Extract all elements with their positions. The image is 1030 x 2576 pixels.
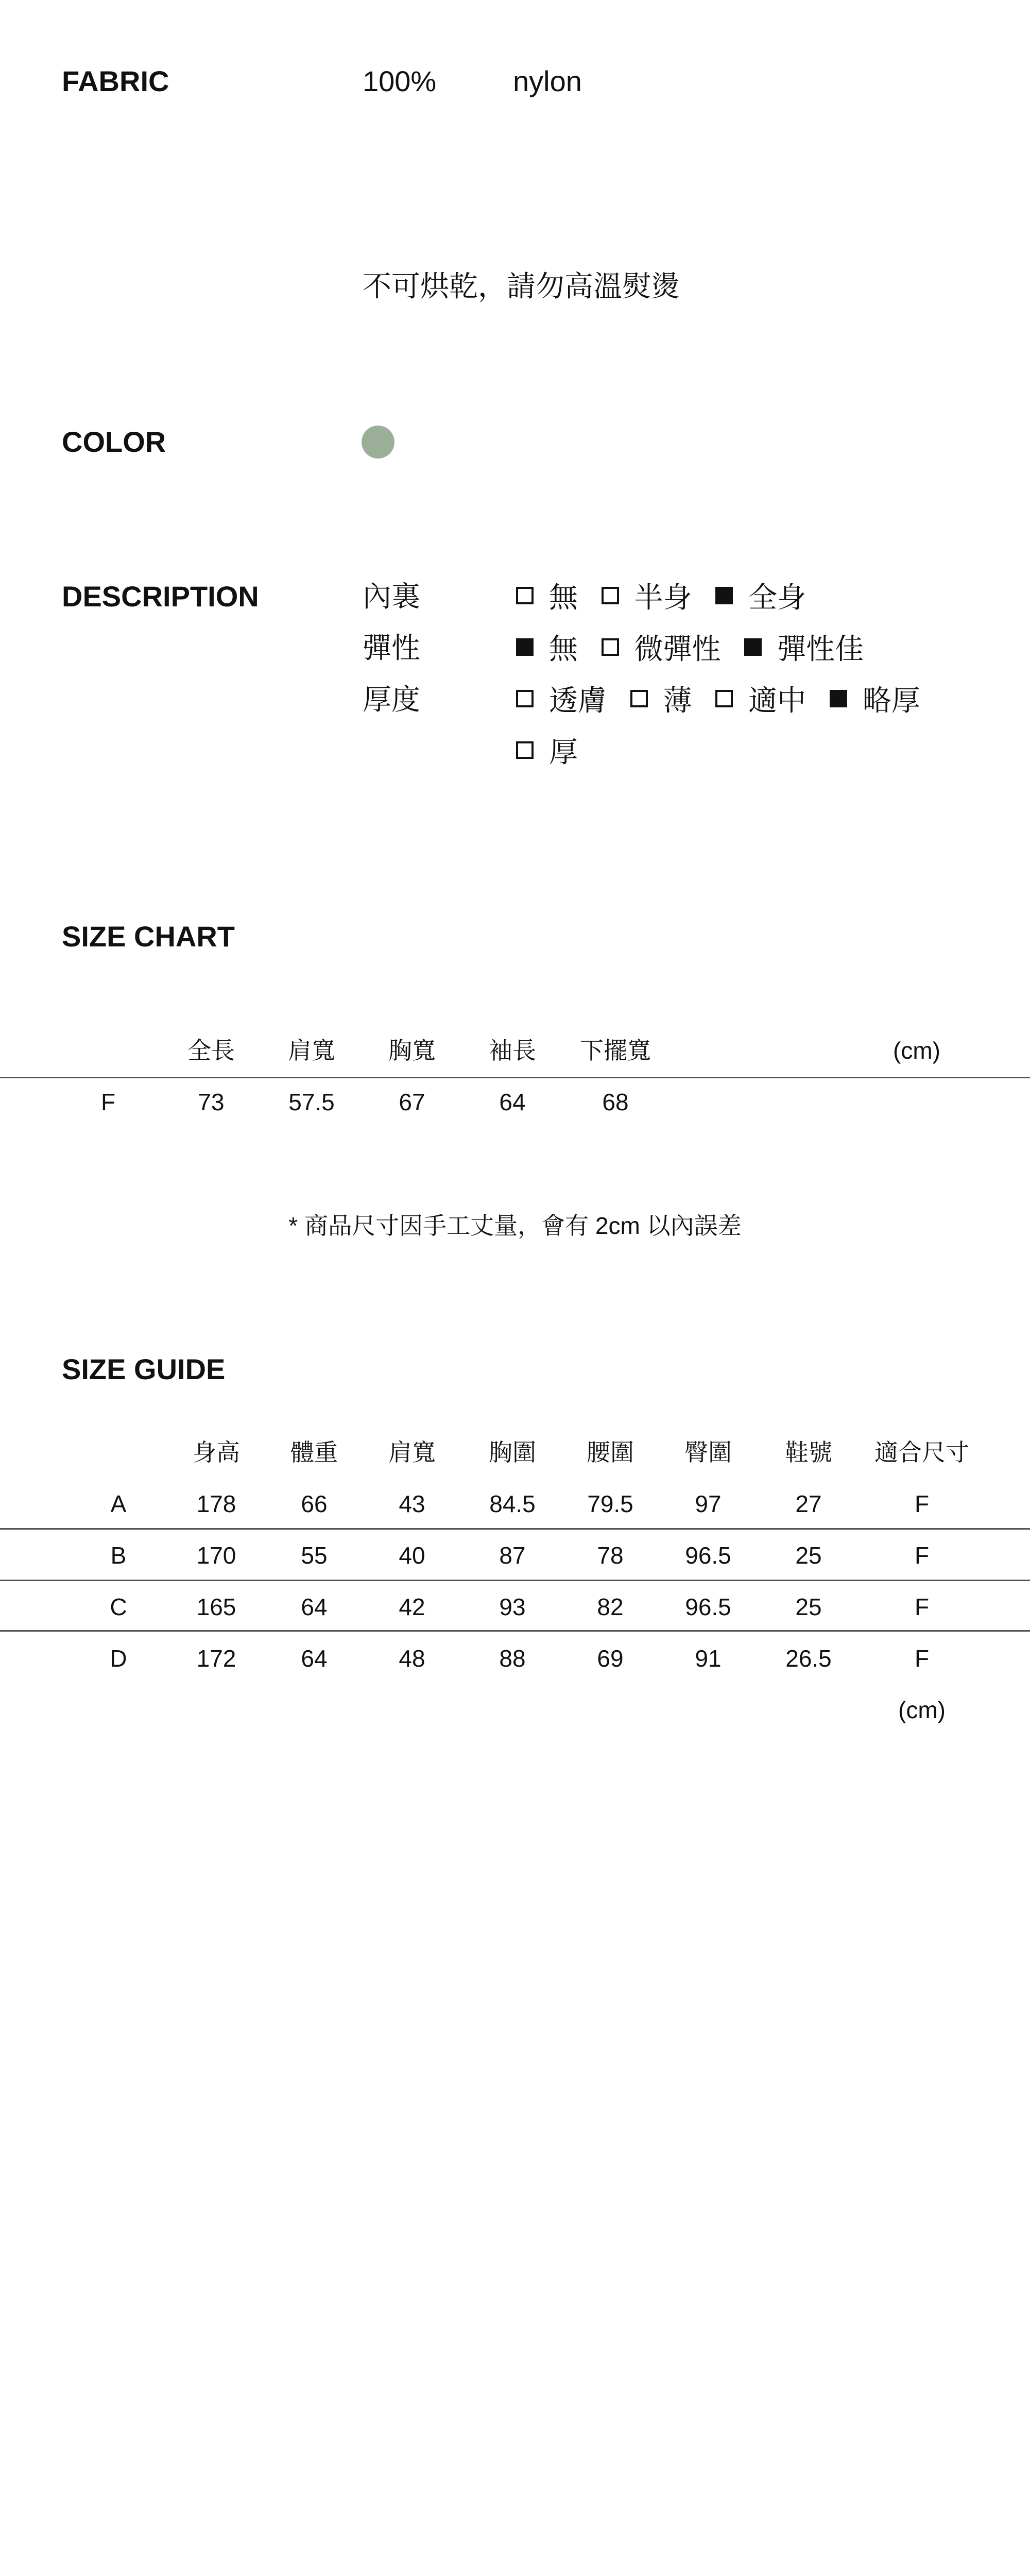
checkbox-icon [630, 690, 648, 707]
size-guide-cell: 82 [597, 1594, 624, 1620]
fabric-material: nylon [513, 65, 582, 97]
size-chart-cell: 64 [499, 1089, 526, 1115]
size-guide-header-shoe: 鞋號 [785, 1439, 832, 1466]
size-guide-cell: 43 [399, 1490, 425, 1517]
checkbox-checked-icon [516, 638, 534, 656]
size-guide-divider [0, 1630, 1030, 1632]
checkbox-checked-icon [830, 690, 847, 707]
size-chart-unit: (cm) [893, 1037, 940, 1064]
size-guide-cell: 55 [301, 1542, 328, 1569]
option-thickness-thin: 薄 [630, 686, 692, 715]
size-guide-cell: 93 [499, 1594, 526, 1620]
size-guide-cell: F [914, 1490, 930, 1517]
option-lining-none: 無 [516, 583, 578, 612]
size-chart-cell: 73 [198, 1089, 225, 1115]
size-chart-heading: SIZE CHART [62, 920, 235, 953]
size-chart-row-size: F [100, 1089, 116, 1115]
size-chart-header-sleeve: 袖長 [489, 1037, 536, 1064]
description-thickness-label: 厚度 [363, 683, 420, 716]
checkbox-icon [516, 690, 534, 707]
size-guide-header-shoulder: 肩寬 [388, 1439, 436, 1466]
size-guide-cell: 84.5 [489, 1490, 536, 1517]
size-chart-header-shoulder: 肩寬 [288, 1037, 335, 1064]
size-guide-cell: 64 [301, 1594, 328, 1620]
size-guide-row-model: C [110, 1594, 127, 1620]
size-guide-cell: 170 [196, 1542, 236, 1569]
checkbox-checked-icon [744, 638, 762, 656]
description-thickness-options [516, 685, 936, 715]
size-guide-cell: 172 [196, 1645, 236, 1672]
checkbox-icon [602, 638, 619, 656]
description-lining-options [516, 582, 821, 612]
description-heading: DESCRIPTION [62, 580, 259, 613]
checkbox-checked-icon [715, 587, 733, 604]
option-thickness-thick: 厚 [516, 738, 578, 767]
size-chart-header-length: 全長 [187, 1037, 235, 1064]
size-guide-cell: F [914, 1594, 930, 1620]
size-guide-heading: SIZE GUIDE [62, 1353, 226, 1385]
description-thickness-options-wrap [516, 737, 593, 767]
size-guide-cell: 25 [795, 1542, 822, 1569]
size-guide-divider [0, 1528, 1030, 1530]
description-lining-label: 內裏 [363, 580, 420, 613]
size-guide-unit: (cm) [898, 1697, 946, 1723]
fabric-percent: 100% [363, 65, 437, 97]
option-thickness-sheer: 透膚 [516, 686, 607, 715]
color-heading: COLOR [62, 426, 166, 458]
size-guide-cell: 79.5 [587, 1490, 633, 1517]
size-guide-row-model: D [110, 1645, 127, 1672]
size-guide-header-fit: 適合尺寸 [874, 1439, 969, 1466]
size-guide-cell: 69 [597, 1645, 624, 1672]
size-chart-cell: 67 [399, 1089, 425, 1115]
size-guide-header-bust: 胸圍 [489, 1439, 536, 1466]
size-guide-header-waist: 腰圍 [587, 1439, 634, 1466]
color-swatch [362, 426, 394, 459]
size-guide-row-model: B [110, 1542, 127, 1569]
size-chart-divider [0, 1077, 1030, 1078]
size-guide-divider [0, 1580, 1030, 1581]
size-guide-cell: 88 [499, 1645, 526, 1672]
size-guide-header-weight: 體重 [290, 1439, 338, 1466]
size-guide-cell: F [914, 1542, 930, 1569]
size-chart-cell: 57.5 [288, 1089, 335, 1115]
option-elasticity-good: 彈性佳 [744, 635, 864, 664]
option-thickness-medium: 適中 [715, 686, 806, 715]
size-guide-cell: 27 [795, 1490, 822, 1517]
size-guide-cell: 96.5 [685, 1542, 731, 1569]
size-guide-cell: 42 [399, 1594, 425, 1620]
size-guide-cell: 96.5 [685, 1594, 731, 1620]
option-elasticity-none: 無 [516, 635, 578, 664]
size-guide-cell: 25 [795, 1594, 822, 1620]
size-guide-cell: 40 [399, 1542, 425, 1569]
checkbox-icon [516, 741, 534, 759]
size-guide-cell: 66 [301, 1490, 328, 1517]
size-guide-cell: 178 [196, 1490, 236, 1517]
size-guide-cell: 78 [597, 1542, 624, 1569]
size-guide-cell: F [914, 1645, 930, 1672]
option-lining-full: 全身 [715, 583, 806, 612]
size-guide-cell: 64 [301, 1645, 328, 1672]
size-chart-header-hem: 下擺寬 [580, 1037, 651, 1064]
size-guide-cell: 91 [695, 1645, 722, 1672]
size-guide-cell: 97 [695, 1490, 722, 1517]
description-elasticity-label: 彈性 [363, 632, 420, 664]
option-thickness-slightly-thick: 略厚 [830, 686, 920, 715]
size-guide-cell: 48 [399, 1645, 425, 1672]
size-guide-cell: 87 [499, 1542, 526, 1569]
checkbox-icon [516, 587, 534, 604]
size-guide-cell: 165 [196, 1594, 236, 1620]
size-chart-note: * 商品尺寸因手工丈量，會有 2cm 以內誤差 [288, 1212, 742, 1239]
option-elasticity-slight: 微彈性 [602, 635, 721, 664]
size-guide-header-hip: 臀圍 [684, 1439, 732, 1466]
size-chart-header-chest: 胸寬 [388, 1037, 436, 1064]
fabric-care-note: 不可烘乾，請勿高溫熨燙 [363, 270, 680, 302]
option-lining-half: 半身 [602, 583, 692, 612]
fabric-heading: FABRIC [62, 65, 169, 97]
size-chart-cell: 68 [602, 1089, 629, 1115]
checkbox-icon [602, 587, 619, 604]
size-guide-header-height: 身高 [193, 1439, 240, 1466]
size-guide-row-model: A [110, 1490, 127, 1517]
size-guide-cell: 26.5 [785, 1645, 832, 1672]
checkbox-icon [715, 690, 733, 707]
description-elasticity-options [516, 634, 879, 664]
